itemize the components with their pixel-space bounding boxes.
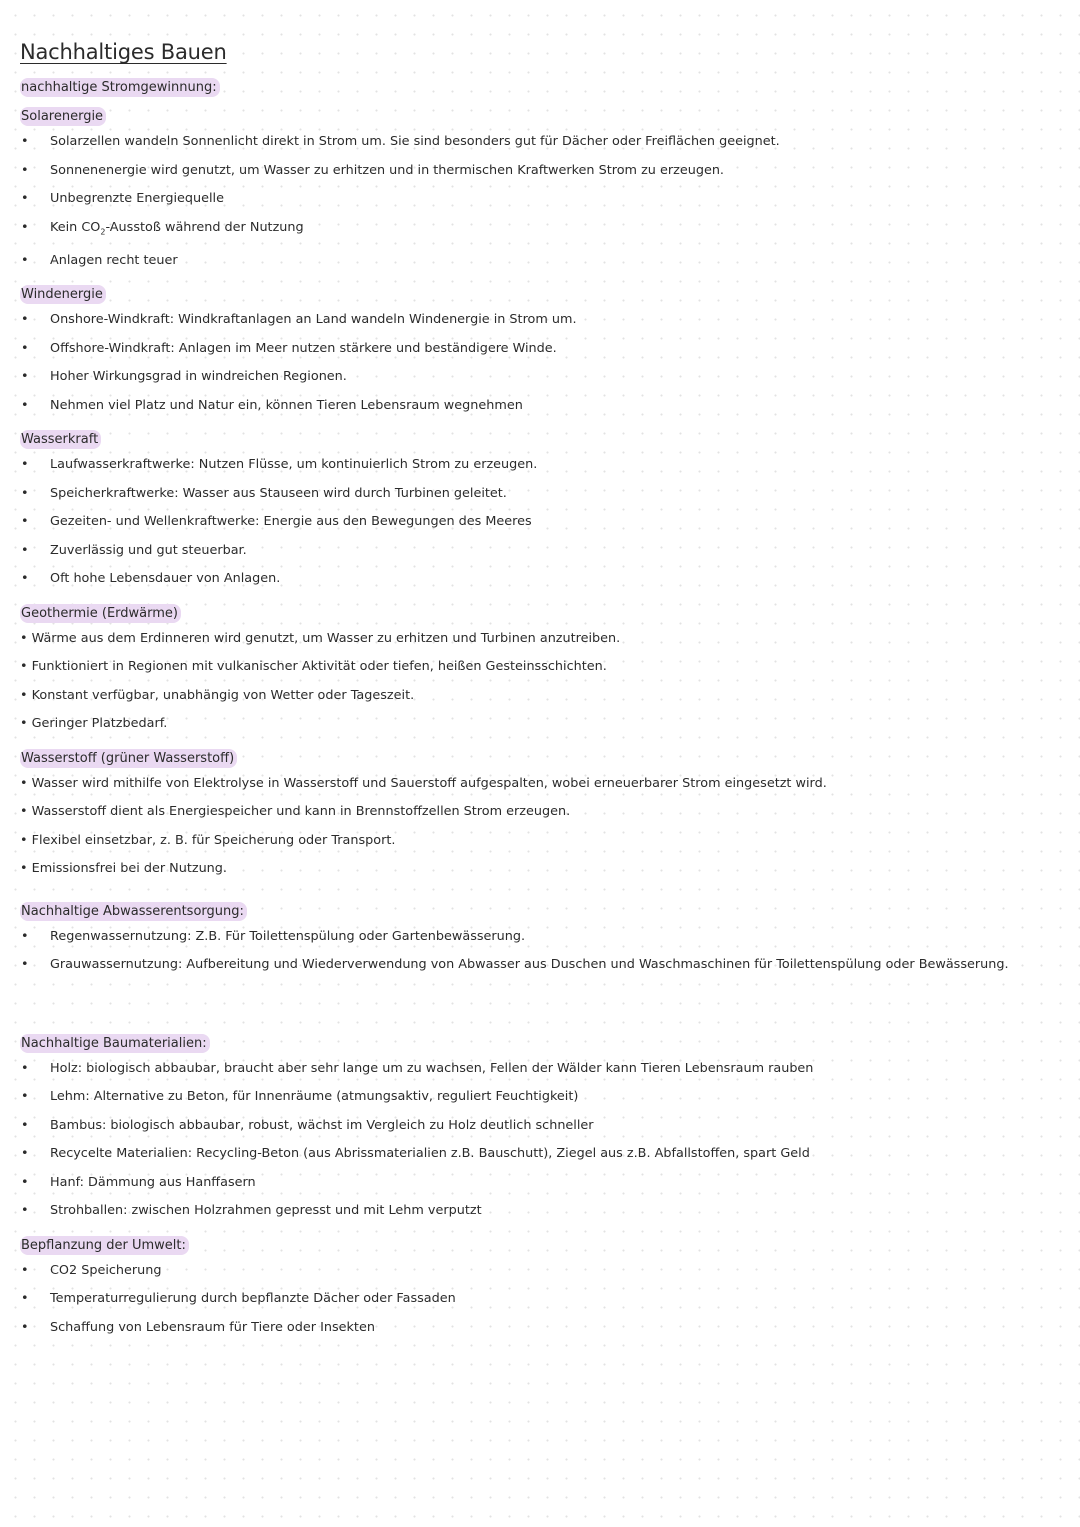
heading-wasserstoff: Wasserstoff (grüner Wasserstoff) xyxy=(20,749,237,768)
subsection-wind xyxy=(20,285,1060,304)
heading-abwasser: Nachhaltige Abwasserentsorgung: xyxy=(20,902,247,921)
list-item: • Flexibel einsetzbar, z. B. für Speicherung oder Transport. xyxy=(20,827,1060,856)
list-item: • Regenwassernutzung: Z.B. Für Toilettenspülung oder Gartenbewässerung. xyxy=(20,923,1060,952)
subsection-wasserstoff xyxy=(20,749,1060,768)
heading-bepflanzung: Bepflanzung der Umwelt: xyxy=(20,1236,189,1255)
list-item: • Emissionsfrei bei der Nutzung. xyxy=(20,855,1060,884)
list-item: • Sonnenenergie wird genutzt, um Wasser zu erhitzen und in thermischen Kraftwerken Strom zu erzeugen. xyxy=(20,157,1060,186)
list-item: • Gezeiten- und Wellenkraftwerke: Energie aus den Bewegungen des Meeres xyxy=(20,508,1060,537)
list-wind xyxy=(20,306,1060,420)
list-item: • Bambus: biologisch abbaubar, robust, wächst im Vergleich zu Holz deutlich schneller xyxy=(20,1112,1060,1141)
list-wasserkraft xyxy=(20,451,1060,594)
list-item: • Geringer Platzbedarf. xyxy=(20,710,1060,739)
list-item: • Hoher Wirkungsgrad in windreichen Regionen. xyxy=(20,363,1060,392)
notes-page xyxy=(20,40,1060,1342)
heading-geothermie: Geothermie (Erdwärme) xyxy=(20,604,181,623)
list-bepflanzung xyxy=(20,1257,1060,1343)
list-item: • Oft hohe Lebensdauer von Anlagen. xyxy=(20,565,1060,594)
list-geothermie xyxy=(20,625,1060,739)
heading-baumaterialien: Nachhaltige Baumaterialien: xyxy=(20,1034,210,1053)
subsection-wasserkraft xyxy=(20,430,1060,449)
list-item: • Unbegrenzte Energiequelle xyxy=(20,185,1060,214)
list-solar xyxy=(20,128,1060,275)
list-item: • Zuverlässig und gut steuerbar. xyxy=(20,537,1060,566)
section-baumaterialien xyxy=(20,1034,1060,1053)
list-item: • Strohballen: zwischen Holzrahmen gepresst und mit Lehm verputzt xyxy=(20,1197,1060,1226)
list-item: • Funktioniert in Regionen mit vulkanischer Aktivität oder tiefen, heißen Gesteinsschichten. xyxy=(20,653,1060,682)
list-baumaterialien xyxy=(20,1055,1060,1226)
list-item: • Wasserstoff dient als Energiespeicher und kann in Brennstoffzellen Strom erzeugen. xyxy=(20,798,1060,827)
page-title: Nachhaltiges Bauen xyxy=(20,40,227,64)
list-item: • Nehmen viel Platz und Natur ein, können Tieren Lebensraum wegnehmen xyxy=(20,392,1060,421)
list-item: • Wärme aus dem Erdinneren wird genutzt, um Wasser zu erhitzen und Turbinen anzutreiben. xyxy=(20,625,1060,654)
heading-solar: Solarenergie xyxy=(20,107,106,126)
list-item: • Recycelte Materialien: Recycling-Beton (aus Abrissmaterialien z.B. Bauschutt), Ziegel aus z.B. Abfallstoffen, spart Geld xyxy=(20,1140,1060,1169)
list-item: • Temperaturregulierung durch bepflanzte Dächer oder Fassaden xyxy=(20,1285,1060,1314)
section-stromgewinnung xyxy=(20,76,1060,97)
list-item: • Lehm: Alternative zu Beton, für Innenräume (atmungsaktiv, reguliert Feuchtigkeit) xyxy=(20,1083,1060,1112)
list-item: • Konstant verfügbar, unabhängig von Wetter oder Tageszeit. xyxy=(20,682,1060,711)
list-item: • Anlagen recht teuer xyxy=(20,247,1060,276)
co2-suffix: -Ausstoß während der Nutzung xyxy=(105,219,304,235)
subsection-solar xyxy=(20,107,1060,126)
list-wasserstoff xyxy=(20,770,1060,884)
list-item: • Speicherkraftwerke: Wasser aus Stauseen wird durch Turbinen geleitet. xyxy=(20,480,1060,509)
list-item: • Solarzellen wandeln Sonnenlicht direkt in Strom um. Sie sind besonders gut für Dächer oder Freiflächen geeignet. xyxy=(20,128,1060,157)
list-item: • Grauwassernutzung: Aufbereitung und Wiederverwendung von Abwasser aus Duschen und Waschmaschinen für Toilettenspülung oder Bewässerung. xyxy=(20,951,1060,980)
list-abwasser xyxy=(20,923,1060,980)
heading-wasserkraft: Wasserkraft xyxy=(20,430,101,449)
section-bepflanzung xyxy=(20,1236,1060,1255)
list-item xyxy=(20,214,1060,247)
list-item: • Schaffung von Lebensraum für Tiere oder Insekten xyxy=(20,1314,1060,1343)
list-item: • Hanf: Dämmung aus Hanffasern xyxy=(20,1169,1060,1198)
list-item: • Wasser wird mithilfe von Elektrolyse in Wasserstoff und Sauerstoff aufgespalten, wobei erneuerbarer Strom eingesetzt wird. xyxy=(20,770,1060,799)
list-item: • Laufwasserkraftwerke: Nutzen Flüsse, um kontinuierlich Strom zu erzeugen. xyxy=(20,451,1060,480)
section-abwasser xyxy=(20,902,1060,921)
heading-wind: Windenergie xyxy=(20,285,106,304)
list-item: • Holz: biologisch abbaubar, braucht aber sehr lange um zu wachsen, Fellen der Wälder kann Tieren Lebensraum rauben xyxy=(20,1055,1060,1084)
list-item: • Onshore-Windkraft: Windkraftanlagen an Land wandeln Windenergie in Strom um. xyxy=(20,306,1060,335)
heading-stromgewinnung: nachhaltige Stromgewinnung: xyxy=(20,78,220,97)
list-item: • CO2 Speicherung xyxy=(20,1257,1060,1286)
co2-subscript: 2 xyxy=(100,227,106,237)
list-item: • Offshore-Windkraft: Anlagen im Meer nutzen stärkere und beständigere Winde. xyxy=(20,335,1060,364)
co2-prefix: Kein CO xyxy=(50,219,101,235)
subsection-geothermie xyxy=(20,604,1060,623)
